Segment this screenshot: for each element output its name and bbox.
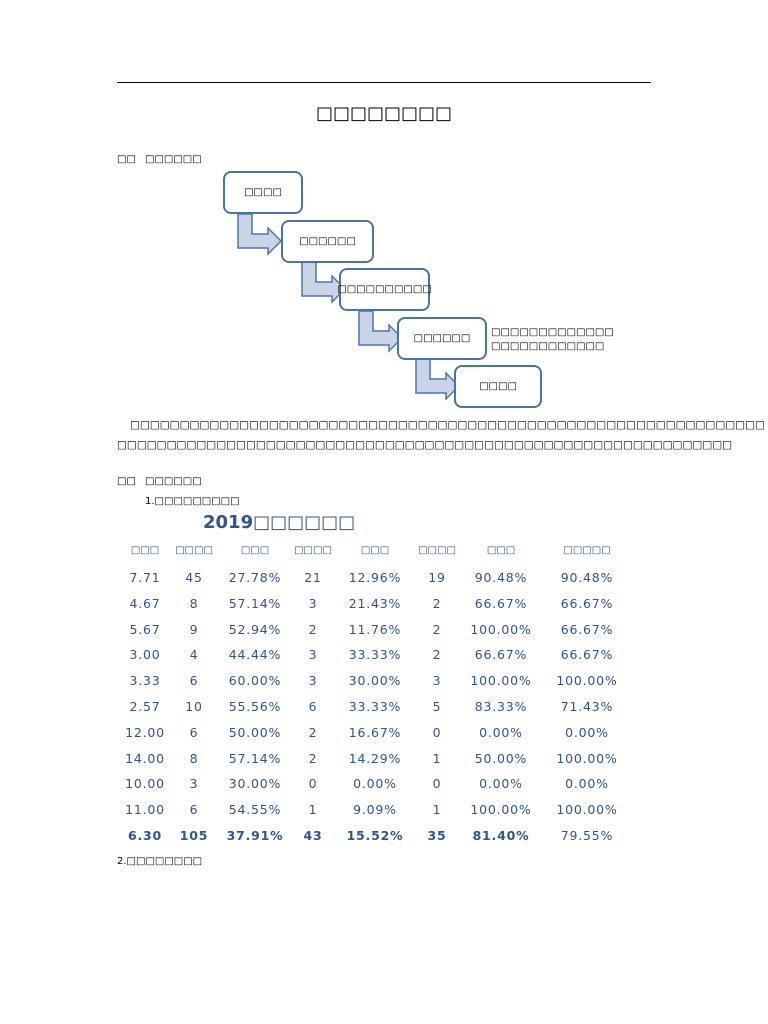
table-cell: 12.00 [125,724,165,740]
table-cell: 6 [189,724,199,740]
table-cell: 50.00% [474,750,528,766]
table-cell: 3 [308,595,318,611]
table-cell: 60.00% [228,673,282,689]
table-cell: 44.44% [228,647,282,663]
table-cell: 30.00% [228,776,282,792]
column-header: □□□ [486,545,516,556]
table-cell: 4.67 [129,595,161,611]
table-title: 2019□□□□□□ [203,512,356,533]
table-cell: 66.67% [474,647,528,663]
section-1-heading: □□□□□□ [145,154,202,165]
flow-step-4: □□□□□□ [397,317,487,360]
paragraph-line-1: □□□□□□□□□□□□□□□□□□□□□□□□□□□□□□□□□□□□□□□□□□□□□□□□□□□□□□□□□□□□□□□□ [130,419,765,431]
table-cell: 3 [308,647,318,663]
column-header: □□□□ [418,545,456,556]
table-cell: 19 [428,570,446,585]
flow-arrow-1 [238,214,281,254]
table-cell: 50.00% [228,724,282,740]
total-cell: 15.52% [346,828,404,843]
table-cell: 3.33 [129,673,161,689]
table-cell: 7.71 [129,570,161,585]
table-cell: 2 [432,595,442,611]
section-2-number: □□ [117,476,136,487]
table-cell: 100.00% [556,673,618,689]
table-cell: 2.57 [129,699,161,714]
column-header: □□□ [240,545,270,556]
column-header: □□□□□ [563,545,611,556]
table-cell: 6 [308,699,318,714]
table-cell: 1 [432,750,442,766]
table-cell: 83.33% [474,699,528,714]
table-cell: 8 [189,595,199,611]
table-cell: 16.67% [348,724,402,740]
table-cell: 14.00 [125,750,165,766]
table-cell: 6 [189,802,199,818]
table-cell: 0 [308,776,318,792]
table-cell: 2 [308,621,318,637]
table-cell: 1 [432,802,442,818]
flow-step-3: □□□□□□□□□□ [339,268,430,311]
table-cell: 55.56% [228,699,282,714]
column-header: □□□□ [175,545,213,556]
total-cell: 43 [303,828,323,843]
table-cell: 3.00 [129,647,161,663]
table-cell: 4 [189,647,199,663]
total-cell: 81.40% [472,828,530,843]
table-cell: 5.67 [129,621,161,637]
table-cell: 5 [432,699,442,714]
total-cell: 6.30 [127,828,163,843]
table-cell: 6 [189,673,199,689]
table-cell: 0.00% [565,724,609,740]
table-cell: 45 [185,570,203,585]
flow-step-1: □□□□ [223,171,303,214]
total-cell: 105 [179,828,209,843]
table-cell: 14.29% [348,750,402,766]
table-cell: 10 [185,699,203,714]
table-cell: 0 [432,724,442,740]
table-cell: 90.48% [560,570,614,585]
table-cell: 27.78% [228,570,282,585]
flow-arrow-4 [416,359,459,399]
table-cell: 100.00% [470,621,532,637]
table-cell: 33.33% [348,699,402,714]
table-cell: 100.00% [556,802,618,818]
flow-step-5: □□□□ [454,365,542,408]
table-cell: 100.00% [470,673,532,689]
table-cell: 8 [189,750,199,766]
table-cell: 10.00 [125,776,165,792]
table-cell: 90.48% [474,570,528,585]
flow-note-line-2: □□□□□□□□□□□□ [491,341,605,352]
total-cell: 79.55% [560,828,614,843]
table-cell: 54.55% [228,802,282,818]
table-cell: 0.00% [479,724,523,740]
table-cell: 21.43% [348,595,402,611]
column-header: □□□□ [294,545,332,556]
table-cell: 0 [432,776,442,792]
table-cell: 33.33% [348,647,402,663]
table-cell: 9 [189,621,199,637]
table-cell: 9.09% [353,802,397,818]
table-cell: 1 [308,802,318,818]
table-cell: 21 [304,570,322,585]
flow-step-2: □□□□□□ [281,220,374,263]
total-cell: 37.91% [226,828,284,843]
flow-arrow-3 [359,311,402,351]
table-cell: 3 [189,776,199,792]
table-cell: 12.96% [348,570,402,585]
table-cell: 11.76% [348,621,402,637]
table-cell: 66.67% [474,595,528,611]
table-cell: 57.14% [228,595,282,611]
table-cell: 52.94% [228,621,282,637]
section-2-heading: □□□□□□ [145,476,202,487]
table-cell: 3 [432,673,442,689]
table-cell: 30.00% [348,673,402,689]
paragraph-line-2: □□□□□□□□□□□□□□□□□□□□□□□□□□□□□□□□□□□□□□□□□□□□□□□□□□□□□□□□□□□□□□ [117,439,733,451]
page-title: □□□□□□□□ [315,103,453,124]
total-cell: 35 [427,828,447,843]
table-cell: 2 [432,621,442,637]
subsection-2-heading: 2.□□□□□□□□ [117,856,203,867]
table-cell: 71.43% [560,699,614,714]
subsection-1-heading: 1.□□□□□□□□□ [145,496,240,507]
table-cell: 66.67% [560,595,614,611]
table-cell: 0.00% [565,776,609,792]
section-1-number: □□ [117,154,136,165]
table-cell: 57.14% [228,750,282,766]
flow-note-line-1: □□□□□□□□□□□□□ [491,327,614,338]
table-cell: 0.00% [353,776,397,792]
table-cell: 11.00 [125,802,165,818]
column-header: □□□ [130,545,160,556]
table-cell: 66.67% [560,621,614,637]
table-cell: 100.00% [556,750,618,766]
column-header: □□□ [360,545,390,556]
table-cell: 66.67% [560,647,614,663]
table-cell: 3 [308,673,318,689]
table-cell: 2 [308,724,318,740]
table-cell: 0.00% [479,776,523,792]
table-cell: 100.00% [470,802,532,818]
table-cell: 2 [308,750,318,766]
table-cell: 2 [432,647,442,663]
